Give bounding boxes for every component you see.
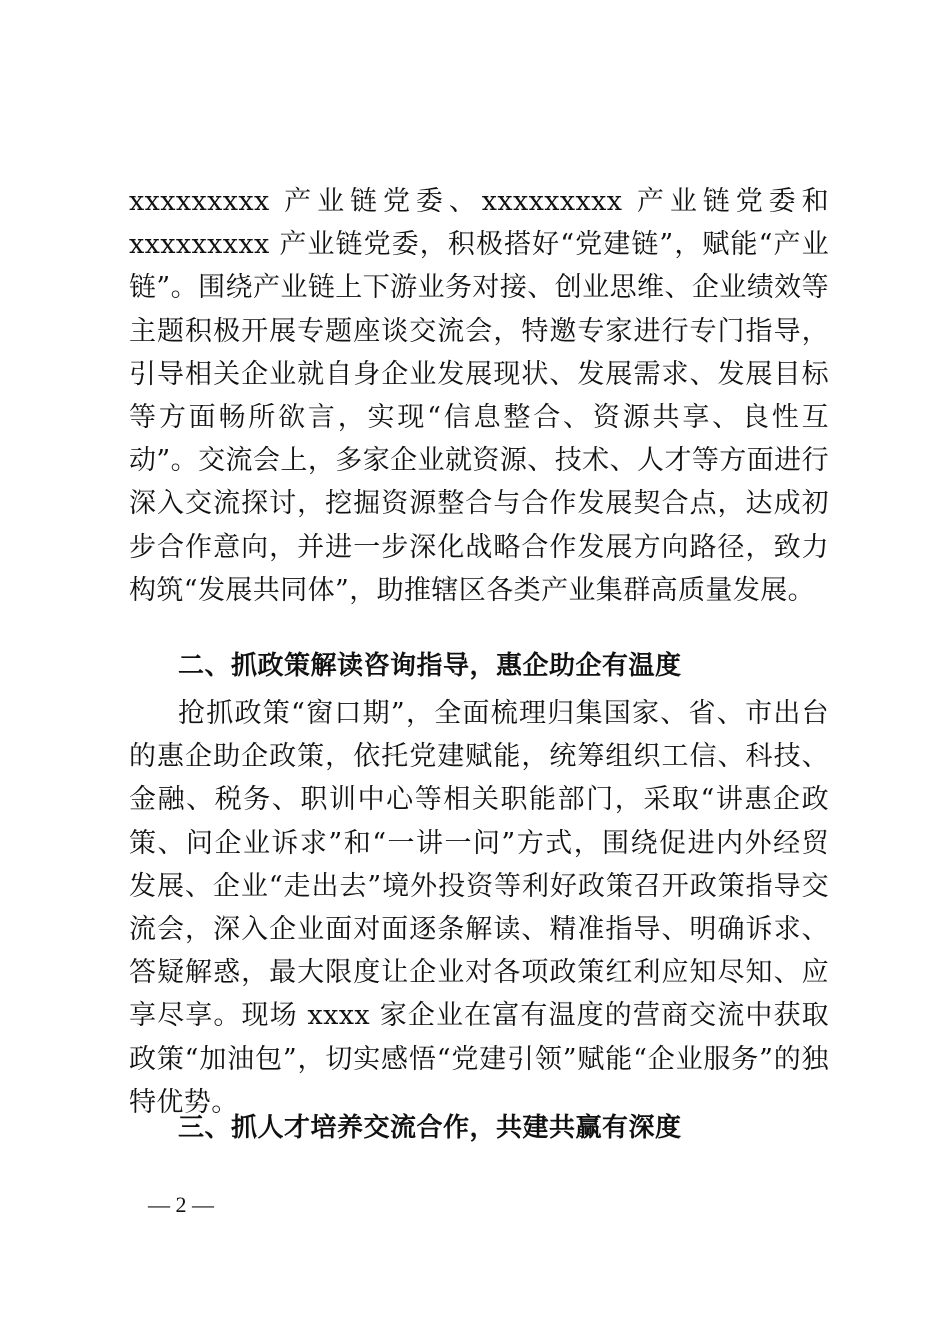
section-heading: 三、抓人才培养交流合作，共建共赢有深度: [178, 1113, 682, 1143]
page-number: — 2 —: [148, 1192, 214, 1217]
body-paragraph: xxxxxxxxx 产业链党委、xxxxxxxxx 产业链党委和 xxxxxxxxx 产业链党委，积极搭好“党建链”，赋能“产业链”。围绕产业链上下游业务对接、创业思维、企业绩效等主题积极开展专题座谈交流会，特邀专家进行专门指导，引导相关企业就自身企业发展现状、发展需求、发展目标等方面畅所欲言，实现“信息整合、资源共享、良性互动”。交流会上，多家企业就资源、技术、人才等方面进行深入交流探讨，挖掘资源整合与合作发展契合点，达成初步合作意向，并进一步深化战略合作发展方向路径，致力构筑“发展共同体”，助推辖区各类产业集群高质量发展。: [129, 186, 829, 606]
section-heading: 二、抓政策解读咨询指导，惠企助企有温度: [178, 651, 682, 681]
body-paragraph: 抢抓政策“窗口期”，全面梳理归集国家、省、市出台的惠企助企政策，依托党建赋能，统筹组织工信、科技、金融、税务、职训中心等相关职能部门，采取“讲惠企政策、问企业诉求”和“一讲一问”方式，围绕促进内外经贸发展、企业“走出去”境外投资等利好政策召开政策指导交流会，深入企业面对面逐条解读、精准指导、明确诉求、答疑解惑，最大限度让企业对各项政策红利应知尽知、应享尽享。现场 xxxx 家企业在富有温度的营商交流中获取政策“加油包”，切实感悟“党建引领”赋能“企业服务”的独特优势。: [129, 698, 829, 1118]
